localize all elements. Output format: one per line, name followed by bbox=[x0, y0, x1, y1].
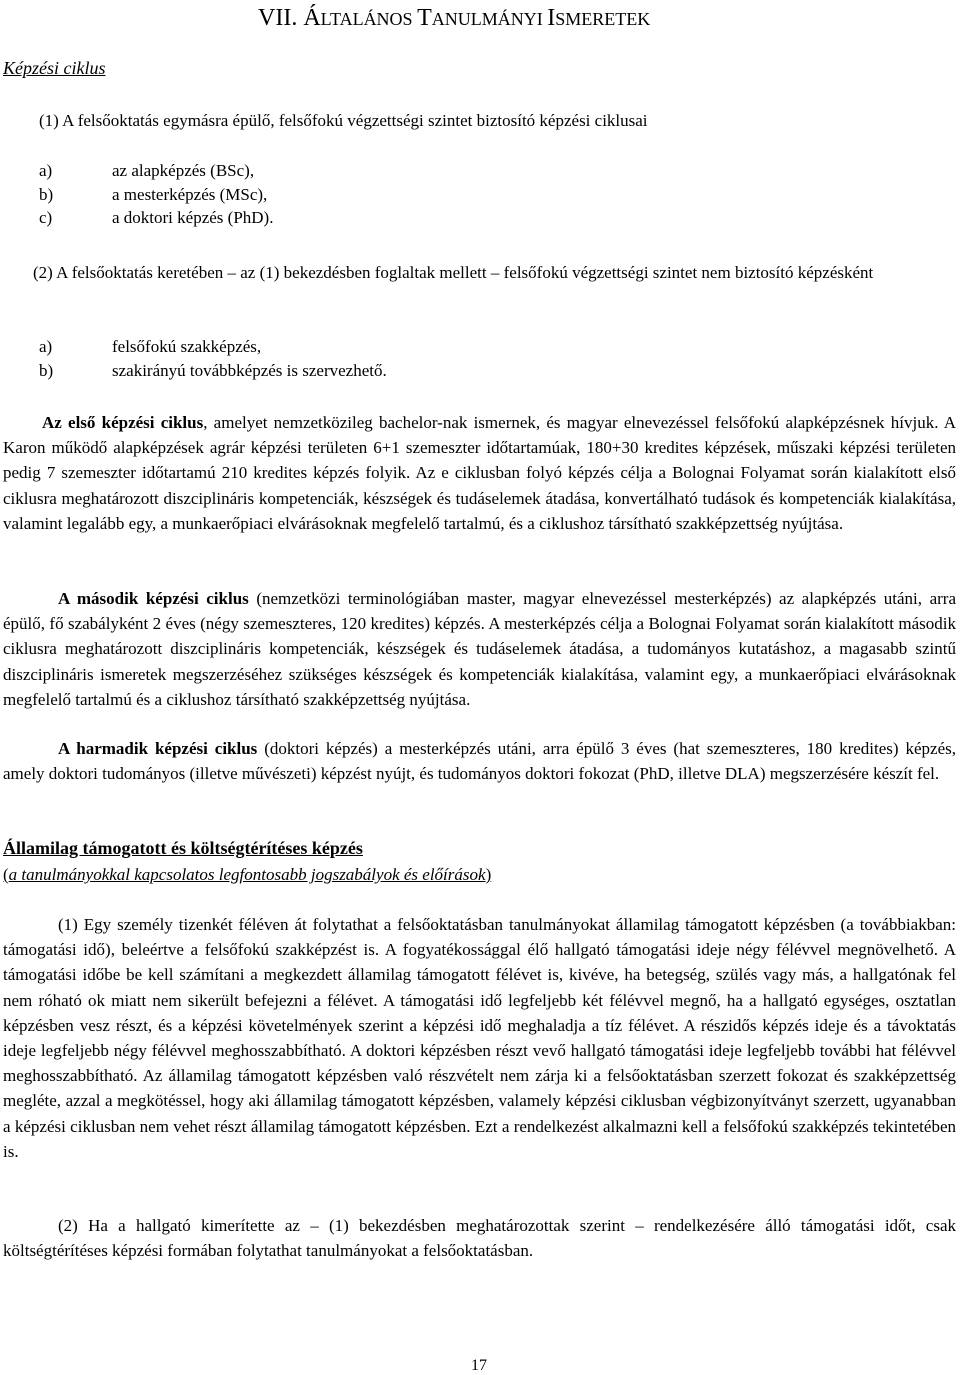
list-item: a) az alapképzés (BSc), bbox=[39, 161, 255, 180]
chapter-title-word-3: ISMERETEK bbox=[547, 5, 651, 31]
cycles-intro-paragraph: (1) A felsőoktatás egymásra épülő, felsőfokú végzettségi szintet biztosító képzési ciklusai bbox=[39, 111, 648, 130]
list-item: a) felsőfokú szakképzés, bbox=[39, 337, 262, 356]
degree-cycle-list bbox=[39, 159, 273, 230]
chapter-number: VII. bbox=[258, 5, 298, 31]
funding-paragraph-1: (1) Egy személy tizenkét féléven át folytathat a felsőoktatásban tanulmányokat államilag támogatott képzésben (a továbbiakban: támogatási idő), beleértve a felsőfokú szakképzést is. A fogyatékossággal élő hallgató támogatási ideje négy félévvel megnövelhető. A támogatási időbe be kell számítani a megkezdett államilag támogatott félévet is, kivéve, ha betegség, szülés vagy más, a hallgatónak fel nem róható ok miatt nem sikerült befejezni a félévet. A támogatási idő legfeljebb két félévvel megnő, ha a hallgató egységes, osztatlan képzésben vesz részt, és a képzési követelmények szerint a képzési idő meghaladja a tíz félévet. A részidős képzés ideje és a távoktatás ideje legfeljebb négy félévvel meghosszabbítható. A doktori képzésben részt vevő hallgató támogatási ideje legfeljebb további hat félévvel meghosszabbítható. Az államilag támogatott képzésben való részvételt nem zárja ki a felsőoktatásban szerzett fokozat és szakképzettség megléte, azzal a megkötéssel, hogy aki államilag támogatott képzésben, valamely képzési ciklusban végbizonyítványt szerzett, ugyanabban a képzési ciklusban nem vehet részt államilag támogatott képzésben. Ezt a rendelkezést alkalmazni kell a felsőfokú szakképzés tekintetében is. bbox=[3, 915, 956, 1161]
chapter-title bbox=[258, 4, 650, 33]
list-item: c) a doktori képzés (PhD). bbox=[39, 208, 274, 227]
second-cycle-paragraph: A második képzési ciklus (nemzetközi terminológiában master, magyar elnevezéssel mesterképzés) az alapképzés utáni, arra épülő, fő szabályként 2 éves (négy szemeszteres, 120 kredites) képzés. A mesterképzés célja a Bolognai Folyamat során kialakított második ciklusra meghatározott diszciplináris kompetenciák, készségek és tudáselemek átadása, a tudományos kutatáshoz, a magasabb szintű diszciplináris ismeretek megszerzéséhez szükséges készségek és kompetenciák kialakítása, valamint egy, a munkaerőpiaci elvárásoknak megfelelő tartalmú és a ciklushoz társítható szakképzettség nyújtása. bbox=[3, 589, 956, 709]
chapter-title-word-2: TANULMÁNYI bbox=[417, 5, 548, 31]
page-number: 17 bbox=[471, 1357, 487, 1374]
third-cycle-lead: A harmadik képzési ciklus bbox=[58, 739, 258, 758]
section-heading-kepzesi-ciklus: Képzési ciklus bbox=[3, 58, 106, 78]
non-degree-paragraph: (2) A felsőoktatás keretében ‒ az (1) bekezdésben foglaltak mellett ‒ felsőfokú végzettségi szintet nem biztosító képzésként bbox=[33, 263, 874, 282]
chapter-title-word-1: ÁLTALÁNOS bbox=[303, 5, 418, 31]
first-cycle-lead: Az első képzési ciklus bbox=[42, 413, 204, 432]
list-item: b) szakirányú továbbképzés is szervezhető. bbox=[39, 360, 387, 380]
funding-paragraph-2: (2) Ha a hallgató kimerítette az ‒ (1) bekezdésben meghatározottak szerint ‒ rendelkezésére álló támogatási időt, csak költségtérítéses képzési formában folytathat tanulmányokat a felsőoktatásban. bbox=[3, 1216, 956, 1261]
non-degree-list bbox=[39, 335, 387, 382]
third-cycle-paragraph: A harmadik képzési ciklus (doktori képzés) a mesterképzés utáni, arra épülő 3 éves (hat szemeszteres, 180 kredites) képzés, amely doktori tudományos (illetve művészeti) képzést nyújt, és tudományos doktori fokozat (PhD, illetve DLA) megszerzésére készít fel. bbox=[3, 739, 956, 784]
second-cycle-lead: A második képzési ciklus bbox=[58, 589, 249, 608]
section-heading-funding: Államilag támogatott és költségtérítéses képzés bbox=[3, 838, 363, 858]
list-item: b) a mesterképzés (MSc), bbox=[39, 184, 268, 204]
funding-subheading: (a tanulmányokkal kapcsolatos legfontosabb jogszabályok és előírások) bbox=[3, 865, 492, 884]
first-cycle-paragraph: Az első képzési ciklus, amelyet nemzetközileg bachelor-nak ismernek, és magyar elnevezéssel felsőfokú alapképzésnek hívjuk. A Karon működő alapképzések agrár képzési területen 6+1 szemeszter időtartamúak, 180+30 kredites képzések, műszaki képzési területen pedig 7 szemeszter időtartamú 210 kredites képzés folyik. Az e ciklusban folyó képzés célja a Bolognai Folyamat során kialakított első ciklusra meghatározott diszciplináris kompetenciák, készségek és tudáselemek átadása, konvertálható tudások és kompetenciák kialakítása, valamint legalább egy, a munkaerőpiaci elvárásoknak megfelelő tartalmú, és a ciklushoz társítható szakképzettség nyújtása. bbox=[3, 413, 956, 533]
